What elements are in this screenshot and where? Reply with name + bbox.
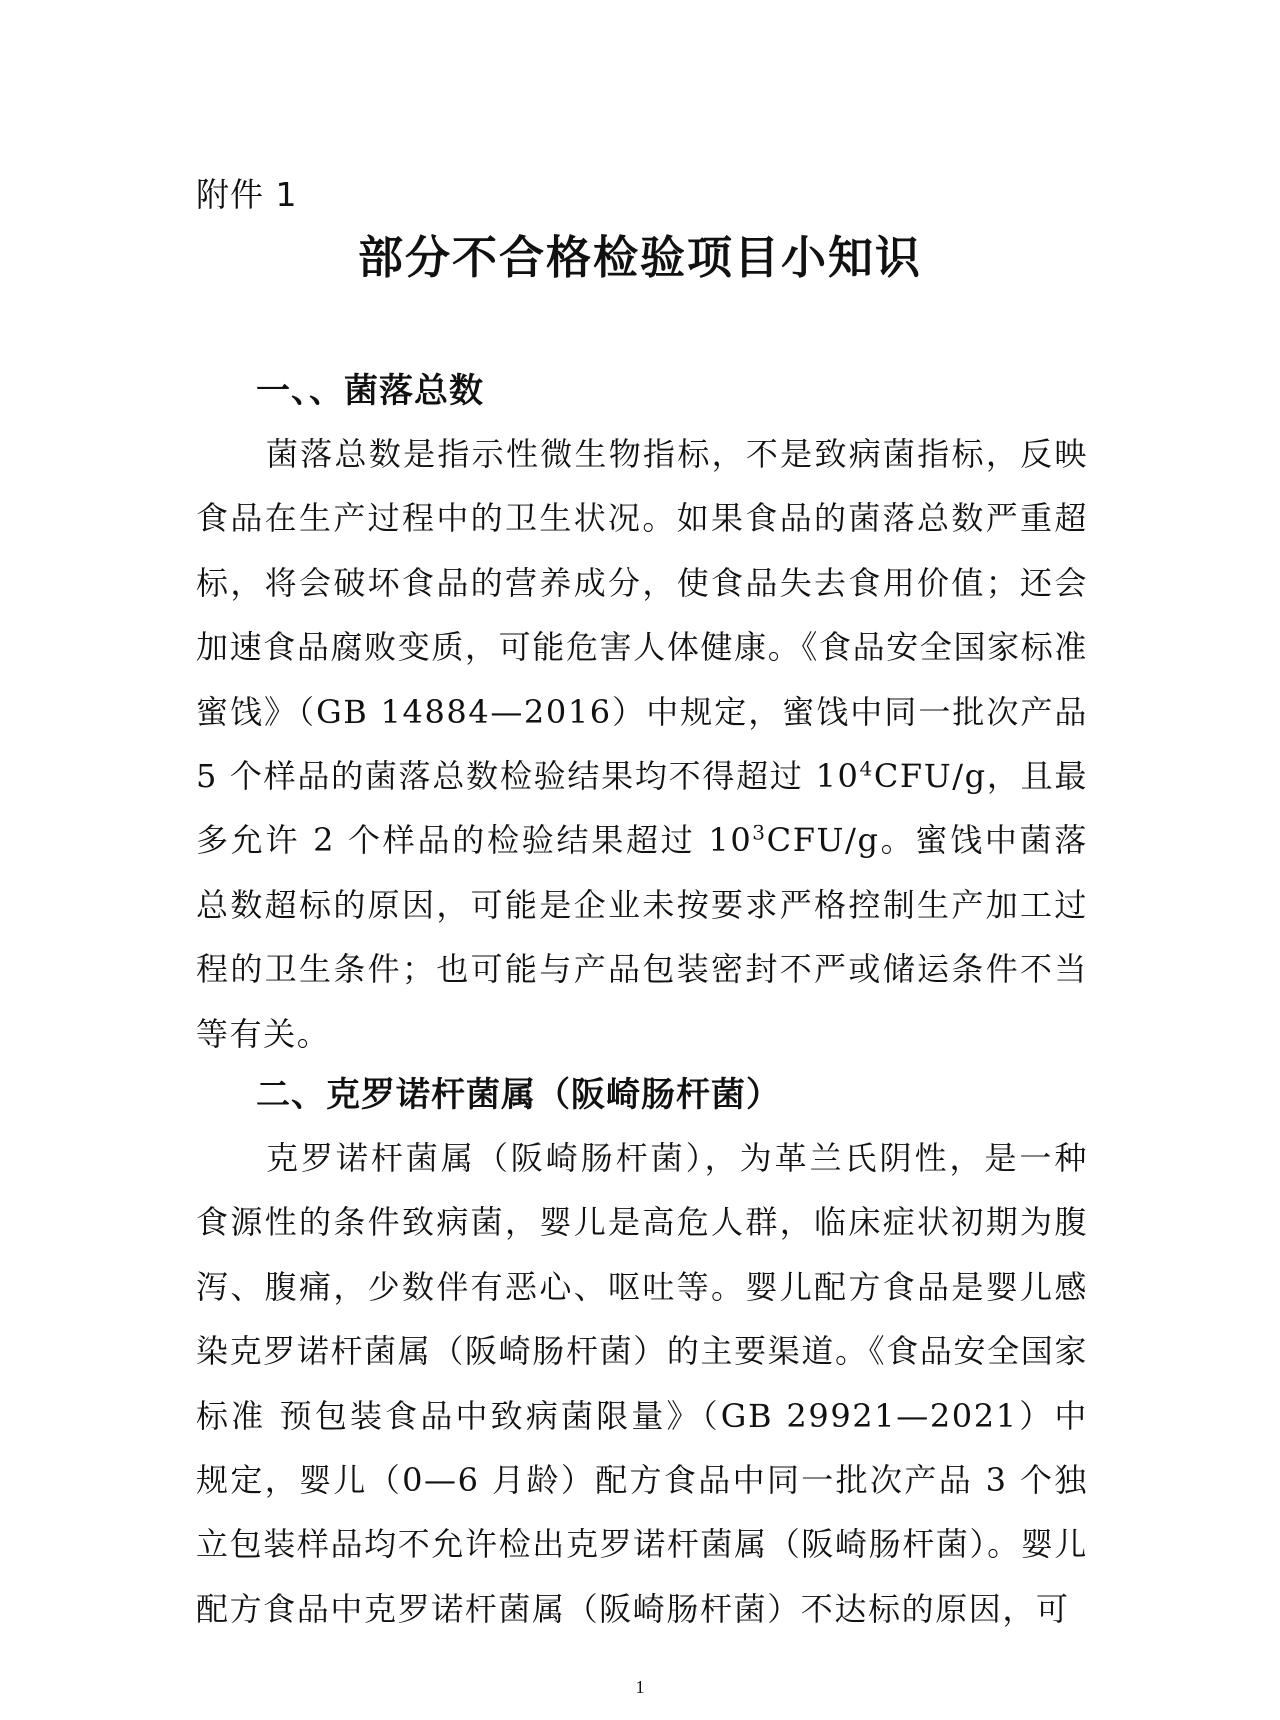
paragraph-text: CFU/g。蜜饯中菌落总数超标的原因，可能是企业未按要求严格控制生产加工过程的卫生条件；也可能与产品包装密封不严或储运条件不当等有关。 — [196, 821, 1088, 1053]
superscript-exponent: 4 — [859, 756, 874, 781]
paragraph-text: 菌落总数是指示性微生物指标，不是致病菌指标，反映食品在生产过程中的卫生状况。如果食品的菌落总数严重超标，将会破坏食品的营养成分，使食品失去食用价值；还会加速食品腐败变质，可能危害人体健康。《食品安全国家标准 蜜饯》（GB 14884—2016）中规定，蜜饯中同一批次产品 5 个样品的菌落总数检验结果均不得超过 10 — [196, 435, 1088, 796]
section-heading-total-colony-count: 一、、菌落总数 — [256, 371, 484, 411]
section-paragraph-cronobacter: 克罗诺杆菌属（阪崎肠杆菌），为革兰氏阴性，是一种食源性的条件致病菌，婴儿是高危人群，临床症状初期为腹泻、腹痛，少数伴有恶心、呕吐等。婴儿配方食品是婴儿感染克罗诺杆菌属（阪崎肠杆菌）的主要渠道。《食品安全国家标准 预包装食品中致病菌限量》（GB 29921—2021）中规定，婴儿（0—6 月龄）配方食品中同一批次产品 3 个独立包装样品均不允许检出克罗诺杆菌属（阪崎肠杆菌）。婴儿配方食品中克罗诺杆菌属（阪崎肠杆菌）不达标的原因，可 — [196, 1139, 1088, 1628]
attachment-label: 附件 1 — [196, 175, 298, 214]
page-number: 1 — [635, 1677, 645, 1697]
document-title: 部分不合格检验项目小知识 — [357, 231, 922, 284]
section-paragraph-total-colony-count — [196, 422, 1088, 1066]
section-heading-cronobacter: 二、克罗诺杆菌属（阪崎肠杆菌） — [256, 1075, 781, 1115]
superscript-exponent: 3 — [752, 820, 767, 845]
paragraph-text: CFU/g，且最多允许 2 个样品的检验结果超过 10 — [196, 757, 1088, 860]
